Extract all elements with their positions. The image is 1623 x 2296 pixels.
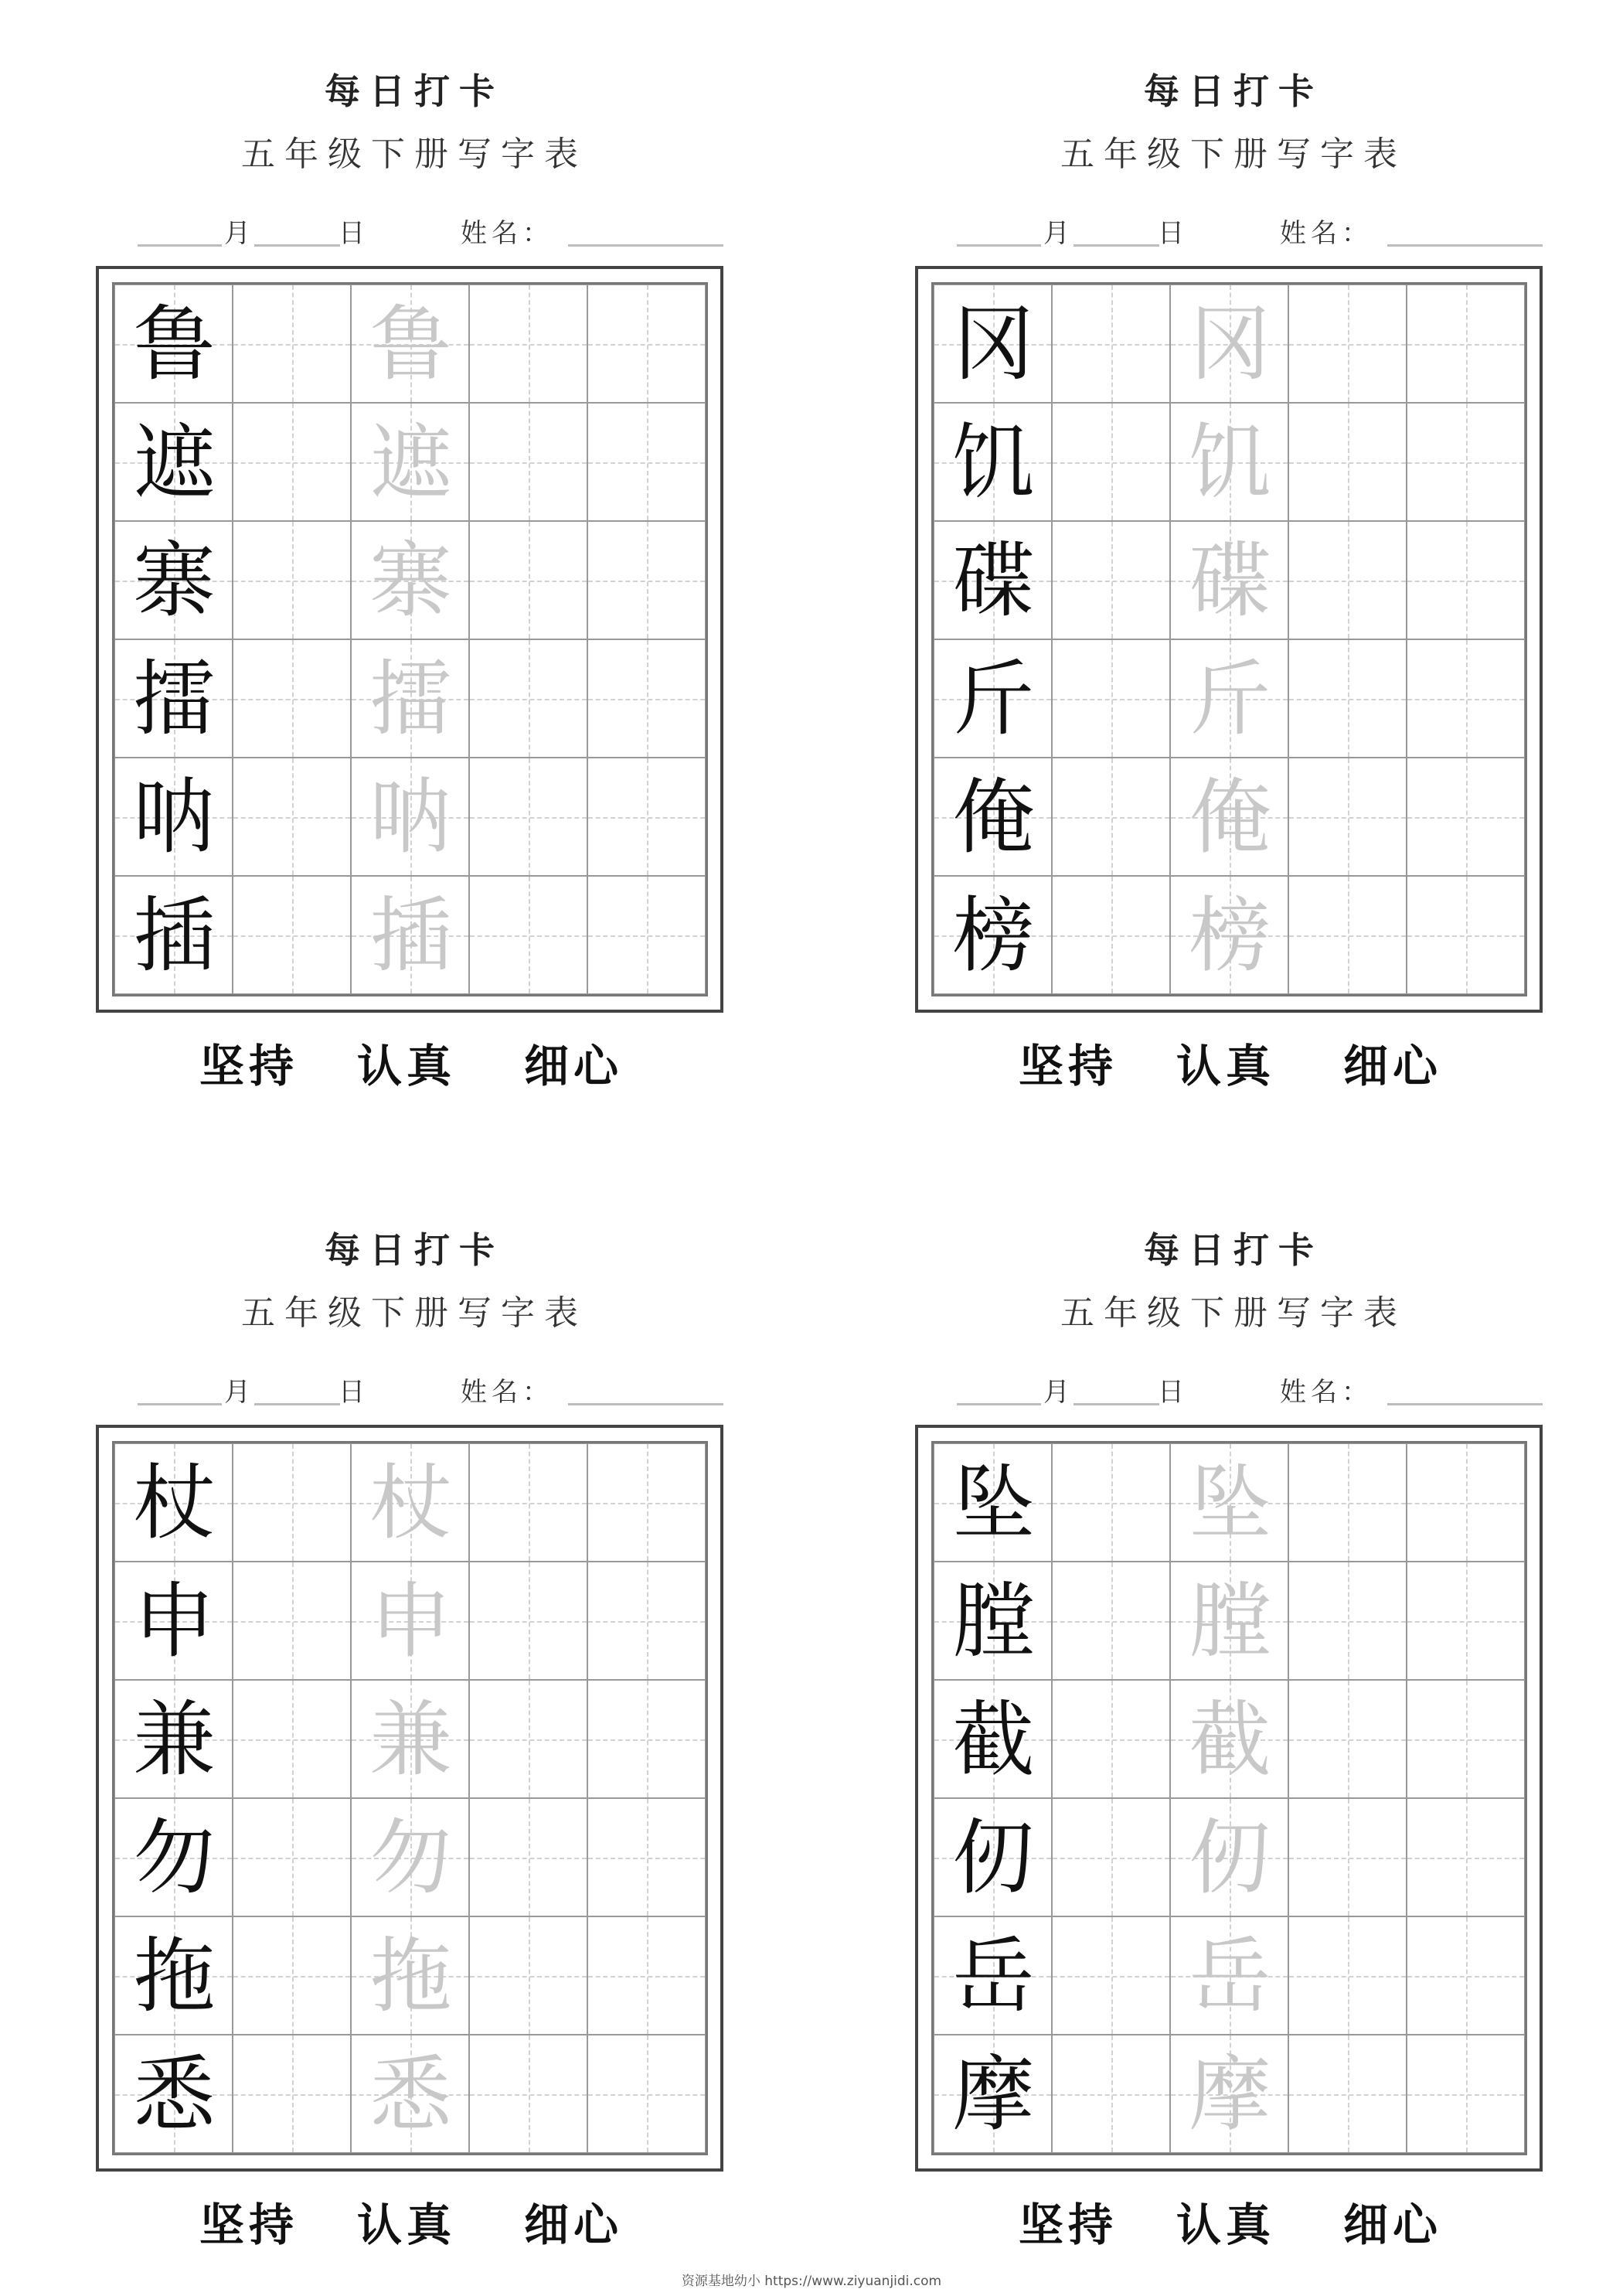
practice-cell[interactable]: [587, 403, 706, 521]
practice-box: [96, 266, 723, 1013]
motto-careful: 细心: [1343, 2199, 1443, 2251]
model-cell: [934, 639, 1052, 758]
trace-cell[interactable]: [1170, 1798, 1288, 1916]
practice-cell[interactable]: [1407, 2035, 1525, 2153]
trace-character: 兼: [369, 1692, 452, 1787]
practice-cell[interactable]: [469, 1798, 587, 1916]
name-blank[interactable]: [568, 1403, 723, 1405]
practice-cell[interactable]: [1052, 2035, 1170, 2153]
trace-character: 膛: [1189, 1574, 1271, 1669]
name-blank[interactable]: [1387, 1403, 1543, 1405]
trace-character: 截: [1189, 1692, 1271, 1787]
day-blank[interactable]: [254, 244, 340, 247]
model-cell: [114, 1562, 233, 1680]
practice-cell[interactable]: [587, 876, 706, 994]
tianzige-grid: [931, 1441, 1527, 2155]
practice-cell[interactable]: [1288, 1443, 1407, 1562]
trace-character: 擂: [369, 652, 452, 747]
model-character: 膛: [952, 1574, 1035, 1669]
day-label: 日: [1158, 218, 1184, 249]
day-label: 日: [339, 218, 365, 249]
practice-cell[interactable]: [233, 284, 351, 403]
practice-cell[interactable]: [1288, 284, 1407, 403]
model-cell: [114, 876, 233, 994]
practice-cell[interactable]: [1288, 1680, 1407, 1798]
practice-cell[interactable]: [587, 284, 706, 403]
trace-cell[interactable]: [1170, 1562, 1288, 1680]
trace-character: 榜: [1189, 888, 1271, 983]
practice-cell[interactable]: [1052, 876, 1170, 994]
model-cell: [934, 284, 1052, 403]
model-character: 斤: [952, 652, 1035, 747]
worksheet-card: [915, 1221, 1543, 2252]
practice-cell[interactable]: [1288, 1798, 1407, 1916]
practice-cell[interactable]: [1288, 639, 1407, 758]
trace-character: 杖: [369, 1456, 452, 1551]
practice-cell[interactable]: [469, 758, 587, 876]
model-cell: [934, 1562, 1052, 1680]
practice-cell[interactable]: [1288, 403, 1407, 521]
practice-cell[interactable]: [469, 1443, 587, 1562]
practice-cell[interactable]: [587, 1680, 706, 1798]
name-label: 姓名：: [1280, 218, 1373, 249]
model-cell: [114, 2035, 233, 2153]
practice-cell[interactable]: [233, 1916, 351, 2035]
day-blank[interactable]: [254, 1403, 340, 1405]
trace-cell[interactable]: [1170, 1443, 1288, 1562]
model-character: 鲁: [133, 297, 216, 392]
trace-character: 勿: [369, 1811, 452, 1906]
motto-persist: 坚持: [199, 1040, 299, 1092]
practice-cell[interactable]: [233, 758, 351, 876]
trace-cell[interactable]: [1170, 2035, 1288, 2153]
practice-cell[interactable]: [587, 1562, 706, 1680]
practice-cell[interactable]: [587, 758, 706, 876]
trace-character: 斤: [1189, 652, 1271, 747]
worksheet-subtitle: 五年级下册写字表: [241, 1293, 587, 1333]
trace-cell[interactable]: [1170, 521, 1288, 639]
practice-cell[interactable]: [233, 403, 351, 521]
motto-persist: 坚持: [1019, 2199, 1118, 2251]
worksheet-title: 每日打卡: [325, 1229, 504, 1271]
model-cell: [114, 284, 233, 403]
practice-cell[interactable]: [1407, 521, 1525, 639]
trace-character: 碟: [1189, 533, 1271, 629]
practice-cell[interactable]: [1052, 1798, 1170, 1916]
model-character: 擂: [133, 652, 216, 747]
motto-careful: 细心: [524, 2199, 624, 2251]
motto-persist: 坚持: [199, 2199, 299, 2251]
practice-cell[interactable]: [233, 639, 351, 758]
trace-character: 申: [369, 1574, 452, 1669]
worksheet-title: 每日打卡: [325, 70, 504, 112]
model-cell: [934, 1916, 1052, 2035]
model-character: 兼: [133, 1692, 216, 1787]
motto-careful: 细心: [1343, 1040, 1443, 1092]
practice-cell[interactable]: [587, 1798, 706, 1916]
tianzige-grid: [931, 282, 1527, 996]
month-label: 月: [1043, 218, 1070, 249]
trace-character: 遮: [369, 415, 452, 510]
month-blank[interactable]: [138, 244, 222, 247]
model-cell: [114, 521, 233, 639]
practice-cell[interactable]: [1407, 1798, 1525, 1916]
practice-cell[interactable]: [1407, 758, 1525, 876]
trace-character: 俺: [1189, 770, 1271, 865]
trace-character: 冈: [1189, 297, 1271, 392]
day-blank[interactable]: [1073, 244, 1159, 247]
practice-cell[interactable]: [1052, 1680, 1170, 1798]
trace-character: 坠: [1189, 1456, 1271, 1551]
model-character: 呐: [133, 770, 216, 865]
model-cell: [934, 1443, 1052, 1562]
day-label: 日: [1158, 1377, 1184, 1408]
model-character: 饥: [952, 415, 1035, 510]
practice-cell[interactable]: [1288, 758, 1407, 876]
name-label: 姓名：: [1280, 1377, 1373, 1408]
practice-cell[interactable]: [1407, 403, 1525, 521]
practice-box: [96, 1425, 723, 2172]
trace-cell[interactable]: [1170, 639, 1288, 758]
model-character: 遮: [133, 415, 216, 510]
practice-cell[interactable]: [469, 1562, 587, 1680]
practice-box: [915, 266, 1543, 1013]
tianzige-grid: [112, 1441, 708, 2155]
trace-cell[interactable]: [351, 521, 469, 639]
practice-cell[interactable]: [469, 521, 587, 639]
practice-cell[interactable]: [233, 521, 351, 639]
model-character: 摩: [952, 2047, 1035, 2142]
model-cell: [114, 403, 233, 521]
trace-character: 呐: [369, 770, 452, 865]
watermark-text: 资源基地幼小 https://www.ziyuanjidi.com: [681, 2274, 942, 2289]
trace-cell[interactable]: [351, 639, 469, 758]
model-character: 冈: [952, 297, 1035, 392]
trace-cell[interactable]: [351, 1443, 469, 1562]
name-label: 姓名：: [461, 218, 553, 249]
model-character: 悉: [133, 2047, 216, 2142]
motto-persist: 坚持: [1019, 1040, 1118, 1092]
trace-cell[interactable]: [351, 1680, 469, 1798]
practice-cell[interactable]: [469, 1916, 587, 2035]
model-character: 申: [133, 1574, 216, 1669]
model-character: 坠: [952, 1456, 1035, 1551]
practice-cell[interactable]: [1407, 639, 1525, 758]
practice-cell[interactable]: [1407, 1916, 1525, 2035]
practice-cell[interactable]: [233, 1680, 351, 1798]
practice-cell[interactable]: [1052, 1443, 1170, 1562]
practice-cell[interactable]: [469, 403, 587, 521]
practice-cell[interactable]: [233, 1562, 351, 1680]
practice-cell[interactable]: [587, 1443, 706, 1562]
practice-cell[interactable]: [233, 2035, 351, 2153]
practice-cell[interactable]: [1288, 521, 1407, 639]
date-name-line: [96, 1375, 723, 1409]
trace-character: 仞: [1189, 1811, 1271, 1906]
model-cell: [934, 876, 1052, 994]
trace-character: 插: [369, 888, 452, 983]
day-label: 日: [339, 1377, 365, 1408]
trace-cell[interactable]: [351, 403, 469, 521]
practice-cell[interactable]: [1052, 521, 1170, 639]
model-cell: [114, 1916, 233, 2035]
motto-serious: 认真: [1176, 2199, 1276, 2251]
worksheet-subtitle: 五年级下册写字表: [241, 135, 587, 174]
day-blank[interactable]: [1073, 1403, 1159, 1405]
trace-cell[interactable]: [1170, 1916, 1288, 2035]
model-cell: [934, 1680, 1052, 1798]
model-character: 拖: [133, 1929, 216, 2024]
practice-box: [915, 1425, 1543, 2172]
name-label: 姓名：: [461, 1377, 553, 1408]
practice-cell[interactable]: [1288, 1916, 1407, 2035]
trace-cell[interactable]: [351, 2035, 469, 2153]
trace-cell[interactable]: [1170, 403, 1288, 521]
practice-cell[interactable]: [1288, 876, 1407, 994]
model-character: 仞: [952, 1811, 1035, 1906]
worksheet-subtitle: 五年级下册写字表: [1060, 135, 1407, 174]
trace-cell[interactable]: [351, 1916, 469, 2035]
practice-cell[interactable]: [469, 876, 587, 994]
worksheet-card: [915, 62, 1543, 1093]
month-label: 月: [224, 1377, 250, 1408]
model-cell: [934, 521, 1052, 639]
model-character: 截: [952, 1692, 1035, 1787]
practice-cell[interactable]: [233, 1798, 351, 1916]
date-name-line: [96, 216, 723, 250]
model-character: 俺: [952, 770, 1035, 865]
model-cell: [934, 758, 1052, 876]
worksheet-card: [96, 1221, 723, 2252]
practice-cell[interactable]: [1407, 1680, 1525, 1798]
practice-cell[interactable]: [1052, 284, 1170, 403]
worksheet-title: 每日打卡: [1144, 70, 1323, 112]
model-character: 勿: [133, 1811, 216, 1906]
practice-cell[interactable]: [1288, 1562, 1407, 1680]
practice-cell[interactable]: [233, 1443, 351, 1562]
worksheet-title: 每日打卡: [1144, 1229, 1323, 1271]
trace-cell[interactable]: [1170, 758, 1288, 876]
practice-cell[interactable]: [1052, 1916, 1170, 2035]
name-blank[interactable]: [1387, 244, 1543, 247]
worksheet-card: [96, 62, 723, 1093]
practice-cell[interactable]: [1407, 1562, 1525, 1680]
trace-cell[interactable]: [1170, 1680, 1288, 1798]
model-character: 榜: [952, 888, 1035, 983]
month-blank[interactable]: [957, 1403, 1041, 1405]
motto-serious: 认真: [357, 1040, 457, 1092]
model-cell: [114, 1443, 233, 1562]
practice-cell[interactable]: [469, 2035, 587, 2153]
practice-cell[interactable]: [469, 1680, 587, 1798]
trace-cell[interactable]: [351, 758, 469, 876]
model-cell: [934, 403, 1052, 521]
model-character: 杖: [133, 1456, 216, 1551]
trace-character: 拖: [369, 1929, 452, 2024]
trace-character: 寨: [369, 533, 452, 629]
month-label: 月: [1043, 1377, 1070, 1408]
practice-cell[interactable]: [233, 876, 351, 994]
practice-cell[interactable]: [1407, 284, 1525, 403]
motto-serious: 认真: [1176, 1040, 1276, 1092]
trace-cell[interactable]: [351, 876, 469, 994]
trace-cell[interactable]: [1170, 284, 1288, 403]
name-blank[interactable]: [568, 244, 723, 247]
model-character: 岳: [952, 1929, 1035, 2024]
practice-cell[interactable]: [1288, 2035, 1407, 2153]
practice-cell[interactable]: [587, 1916, 706, 2035]
worksheet-subtitle: 五年级下册写字表: [1060, 1293, 1407, 1333]
trace-cell[interactable]: [351, 1798, 469, 1916]
practice-cell[interactable]: [587, 2035, 706, 2153]
practice-cell[interactable]: [1407, 876, 1525, 994]
trace-character: 悉: [369, 2047, 452, 2142]
month-blank[interactable]: [957, 244, 1041, 247]
trace-cell[interactable]: [1170, 876, 1288, 994]
trace-cell[interactable]: [351, 284, 469, 403]
trace-character: 饥: [1189, 415, 1271, 510]
practice-cell[interactable]: [1407, 1443, 1525, 1562]
practice-cell[interactable]: [469, 284, 587, 403]
practice-cell[interactable]: [587, 639, 706, 758]
date-name-line: [915, 1375, 1543, 1409]
model-cell: [934, 2035, 1052, 2153]
trace-cell[interactable]: [351, 1562, 469, 1680]
practice-cell[interactable]: [1052, 758, 1170, 876]
model-character: 寨: [133, 533, 216, 629]
tianzige-grid: [112, 282, 708, 996]
model-cell: [114, 1798, 233, 1916]
model-cell: [114, 639, 233, 758]
date-name-line: [915, 216, 1543, 250]
motto-careful: 细心: [524, 1040, 624, 1092]
practice-cell[interactable]: [469, 639, 587, 758]
month-label: 月: [224, 218, 250, 249]
practice-cell[interactable]: [1052, 403, 1170, 521]
model-cell: [934, 1798, 1052, 1916]
practice-cell[interactable]: [587, 521, 706, 639]
model-cell: [114, 758, 233, 876]
month-blank[interactable]: [138, 1403, 222, 1405]
model-character: 插: [133, 888, 216, 983]
trace-character: 岳: [1189, 1929, 1271, 2024]
practice-cell[interactable]: [1052, 639, 1170, 758]
practice-cell[interactable]: [1052, 1562, 1170, 1680]
trace-character: 摩: [1189, 2047, 1271, 2142]
model-character: 碟: [952, 533, 1035, 629]
motto-serious: 认真: [357, 2199, 457, 2251]
trace-character: 鲁: [369, 297, 452, 392]
model-cell: [114, 1680, 233, 1798]
